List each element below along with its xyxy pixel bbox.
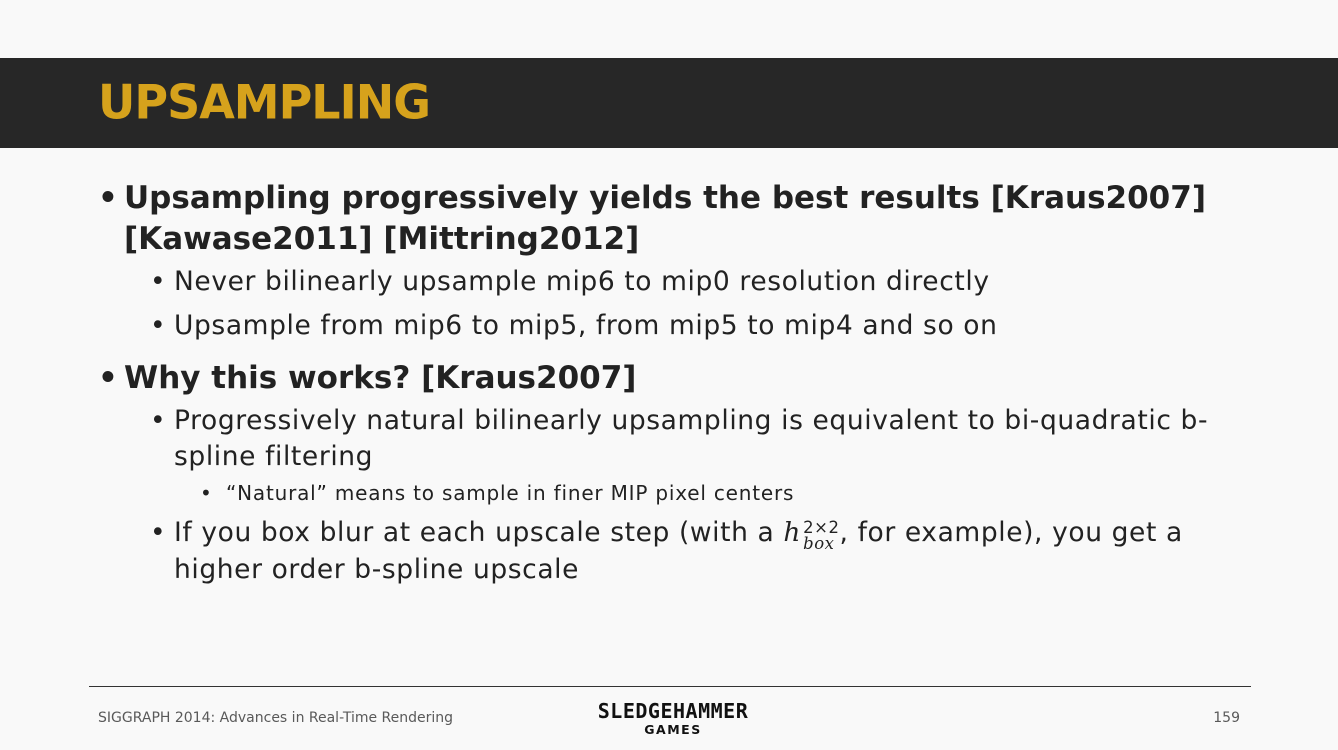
logo-text-bottom: GAMES bbox=[644, 722, 702, 737]
bullet-marker: • bbox=[150, 405, 167, 436]
slide-content bbox=[98, 178, 1248, 596]
bullet-text: Upsample from mip6 to mip5, from mip5 to mip4 and so on bbox=[174, 310, 998, 341]
bullet-marker: • bbox=[98, 360, 118, 396]
math-base: h bbox=[783, 517, 802, 548]
bullet-level2 bbox=[98, 264, 1248, 300]
bullet-marker: • bbox=[200, 481, 213, 505]
bullet-level2 bbox=[98, 515, 1248, 588]
bullet-text: Why this works? [Kraus2007] bbox=[124, 360, 637, 396]
bullet-text: “Natural” means to sample in finer MIP pixel centers bbox=[226, 481, 795, 505]
math-box-filter bbox=[783, 517, 840, 553]
bullet-text-end: , for example), you get a higher order b-spline upscale bbox=[174, 517, 1183, 586]
bullet-text-start: If you box blur at each upscale step (with a bbox=[174, 517, 784, 548]
bullet-marker: • bbox=[150, 266, 167, 297]
bullet-level2 bbox=[98, 403, 1248, 475]
bullet-text: Never bilinearly upsample mip6 to mip0 resolution directly bbox=[174, 266, 990, 297]
bullet-text: Progressively natural bilinearly upsampling is equivalent to bi-quadratic b-spline filtering bbox=[174, 405, 1209, 472]
bullet-level1 bbox=[98, 178, 1248, 260]
bullet-marker: • bbox=[150, 310, 167, 341]
footer-divider bbox=[89, 686, 1251, 687]
slide-title: UPSAMPLING bbox=[98, 74, 430, 130]
bullet-level1 bbox=[98, 358, 1248, 399]
bullet-marker: • bbox=[98, 180, 118, 216]
math-superscript: 2×2 bbox=[803, 517, 840, 537]
bullet-text: Upsampling progressively yields the best results [Kraus2007] [Kawase2011] [Mittring2012] bbox=[124, 180, 1206, 257]
bullet-level3 bbox=[98, 479, 1248, 507]
logo-text-top: SLEDGEHAMMER bbox=[597, 699, 749, 723]
footer-conference: SIGGRAPH 2014: Advances in Real-Time Rendering bbox=[98, 710, 454, 726]
math-subscript: box bbox=[803, 534, 835, 553]
sledgehammer-games-logo bbox=[587, 700, 759, 738]
bullet-marker: • bbox=[150, 517, 167, 548]
bullet-level2 bbox=[98, 308, 1248, 344]
page-number: 159 bbox=[1213, 710, 1240, 726]
